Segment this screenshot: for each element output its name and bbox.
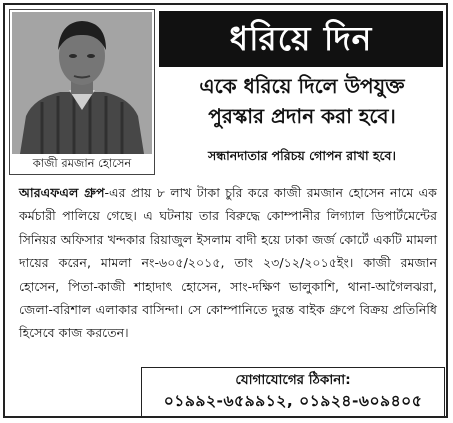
reward-line: একে ধরিয়ে দিলে উপযুক্ত [199,74,405,98]
contact-phone-numbers: ০১৯৯২-৬৫৯৯১২, ০১৯২৪-৬০৯৪০৫ [163,392,423,410]
notice-body [19,181,437,345]
wanted-notice [3,3,448,418]
photo-caption: কাজী রমজান হোসেন [32,156,132,170]
headline-banner: ধরিয়ে দিন [159,11,443,67]
confidentiality-note: সন্ধানদাতার পরিচয় গোপন রাখা হবে। [208,148,396,163]
suspect-portrait-image [12,12,152,154]
company-name: আরএফএল গ্রুপ [19,185,105,200]
suspect-photo [12,12,152,154]
reward-message [159,71,445,131]
contact-title: যোগাযোগের ঠিকানা: [235,372,351,388]
notice-body-text: -এর প্রায় ৮ লাখ টাকা চুরি করে কাজী রমজান হোসেন নামে এক কর্মচারী পালিয়ে গেছে। এ ঘটনায় তার বিরুদ্ধে কোম্পানীর লিগ্যাল ডিপার্টমেন্টের সিনিয়র অফিসার খন্দকার রিয়াজুল ইসলাম বাদী হয়ে ঢাকা জর্জ কোর্টে একটি মামলা দায়ের করেন, মামলা নং-৬০৫/২০১৫, তাং ২৩/১২/২০১৫ইং। কাজী রমজান হোসেন, পিতা-কাজী শাহাদাৎ হোসেন, সাং-দক্ষিণ ভালুকাশি, থানা-আগৈলঝরা, জেলা-বরিশাল এলাকার বাসিন্দা। সে কোম্পানিতে দুরন্ত বাইক গ্রুপে বিক্রয় প্রতিনিধি হিসেবে কাজ করতেন। [19,185,437,341]
contact-box [141,367,445,417]
photo-frame [9,9,155,175]
reward-line: পুরস্কার প্রদান করা হবে। [208,104,396,128]
